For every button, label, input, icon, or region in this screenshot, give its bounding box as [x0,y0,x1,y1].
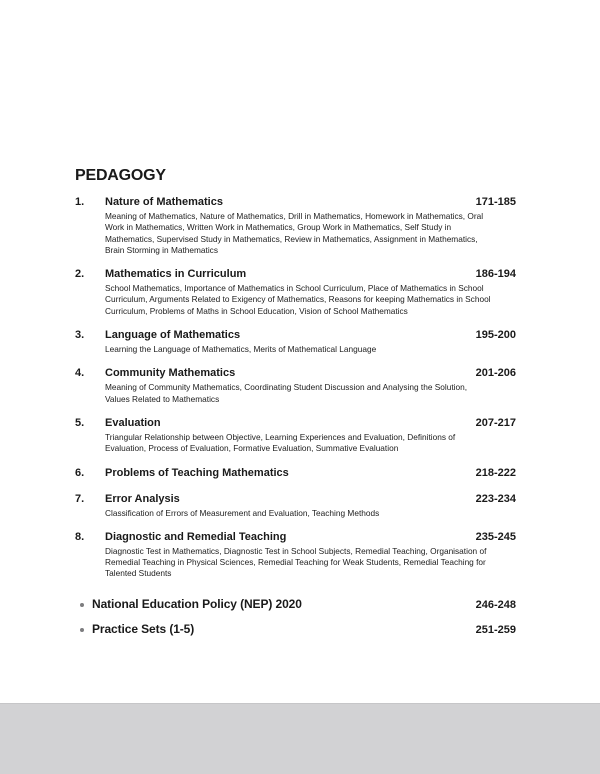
toc-entry [75,266,516,317]
section-heading: PEDAGOGY [75,167,166,184]
toc-extra-pages: 246-248 [475,598,516,611]
toc-extra-pages: 251-259 [475,623,516,636]
toc-entry-body [105,465,516,481]
toc-entry-body [105,491,516,519]
toc-entry-body [105,327,516,355]
toc-entry-description: School Mathematics, Importance of Mathematics in School Curriculum, Place of Mathematics in School Curriculum, Arguments Related to Exigency of Mathematics, Reasons for keeping Mathematics in School Curriculum, Problems of Maths in School Education, Vision of School Mathematics [105,283,491,316]
toc-entry-body [105,194,516,256]
toc-content [75,166,516,647]
toc-entry [75,491,516,519]
toc-entry-pages: 207-217 [475,416,516,429]
toc-entry-title: Problems of Teaching Mathematics [105,466,289,479]
toc-entry-body [105,529,516,580]
toc-entry [75,194,516,256]
toc-entry-title: Language of Mathematics [105,329,241,342]
toc-entry [75,365,516,405]
toc-entry-number: 1. [75,196,85,208]
toc-entry-number: 4. [75,367,85,380]
toc-entry-title: Evaluation [105,416,161,429]
toc-extra-title: Practice Sets (1-5) [92,621,195,636]
toc-entry-description: Meaning of Mathematics, Nature of Mathematics, Drill in Mathematics, Homework in Mathematics, Oral Work in Mathematics, Written Work in Mathematics, Group Work in Mathematics, Self Study in Mathematics, Supervised Study in Mathematics, Review in Mathematics, Assignment in Mathematics, Brain Storming in Mathematics [105,211,484,255]
toc-entry-title: Nature of Mathematics [105,196,223,208]
toc-entry-pages: 195-200 [475,329,516,342]
toc-entry [75,415,516,455]
toc-entry-number: 7. [75,492,85,505]
toc-entry-title: Error Analysis [105,492,180,505]
toc-entry-pages: 223-234 [475,492,516,505]
toc-extra-title: National Education Policy (NEP) 2020 [92,596,302,611]
toc-entry-body [105,266,516,317]
toc-entry-description: Diagnostic Test in Mathematics, Diagnostic Test in School Subjects, Remedial Teaching, Organisation of Remedial Teaching in Physical Sciences, Remedial Teaching for Weak Students, Remedial Teaching for Talented Students [105,545,487,579]
toc-entry-number: 3. [75,329,85,342]
toc-entry-description: Meaning of Community Mathematics, Coordinating Student Discussion and Analysing the Solution, Values Related to Mathematics [105,382,468,404]
toc-entry-number: 8. [75,530,85,543]
toc-extra-entry [75,597,516,613]
toc-entry-body [105,365,516,405]
page-bottom-band [0,703,600,774]
toc-entry-pages: 218-222 [475,466,516,479]
toc-entry-title: Community Mathematics [105,367,236,380]
toc-entry-body [105,415,516,455]
toc-entry-description: Learning the Language of Mathematics, Merits of Mathematical Language [105,344,377,355]
toc-extras [75,597,516,638]
toc-entry [75,465,516,481]
toc-extra-entry [75,622,516,638]
toc-entry-pages: 171-185 [475,196,516,208]
bullet-icon [80,603,84,607]
toc-entry-pages: 235-245 [475,530,516,543]
toc-entry-description: Triangular Relationship between Objective, Learning Experiences and Evaluation, Definitions of Evaluation, Process of Evaluation, Formative Evaluation, Summative Evaluation [105,431,456,454]
toc-entry-number: 5. [75,416,85,429]
toc-entry [75,529,516,580]
toc-entry-number: 2. [75,268,85,281]
toc-entry-number: 6. [75,466,85,479]
toc-entry-pages: 186-194 [475,268,516,281]
toc-entry-pages: 201-206 [475,367,516,380]
toc-entry-title: Diagnostic and Remedial Teaching [105,530,287,543]
toc-entry [75,327,516,355]
bullet-icon [80,628,84,632]
toc-entry-title: Mathematics in Curriculum [105,268,247,281]
toc-entry-description: Classification of Errors of Measurement and Evaluation, Teaching Methods [105,507,380,518]
